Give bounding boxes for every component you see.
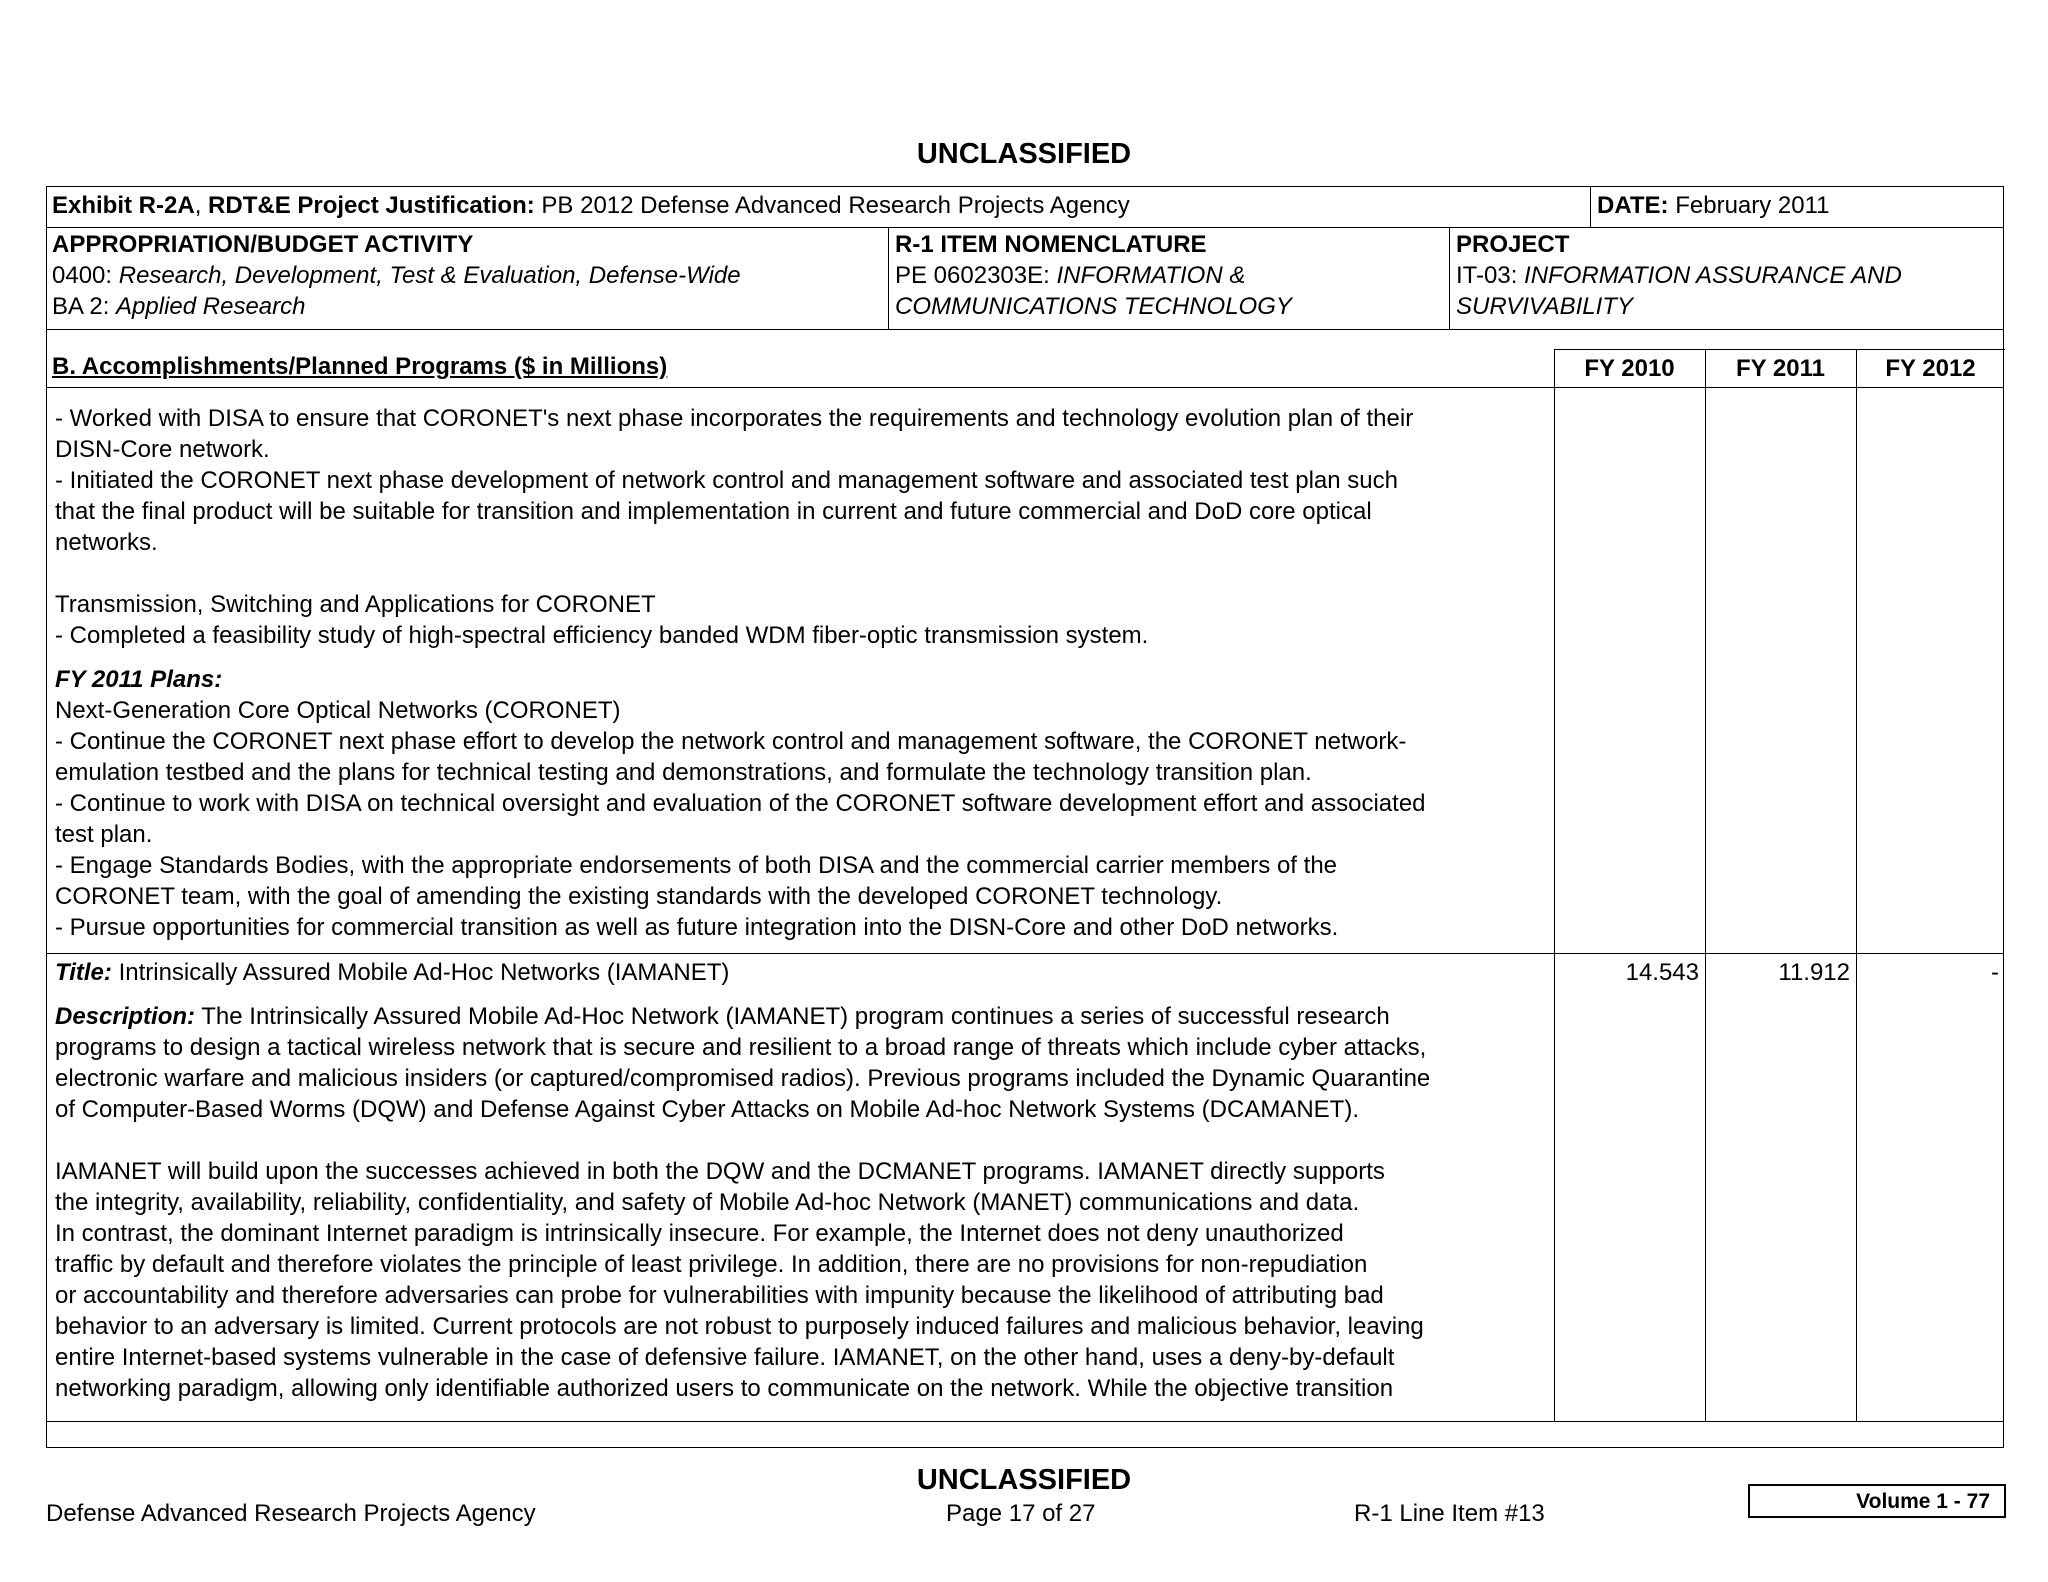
block1-line: networks. [55,529,158,556]
block2-iamanet [55,957,1430,1404]
plans-line: Next-Generation Core Optical Networks (CORONET) [55,697,621,724]
project-line2: SURVIVABILITY [1456,293,1633,320]
exhibit-title-value: PB 2012 Defense Advanced Research Projects Agency [541,192,1130,219]
vrule-fy2011 [1705,349,1706,1421]
date-label: DATE: [1597,192,1669,219]
rule-block1 [47,953,2003,954]
para2-line: traffic by default and therefore violates the principle of least privilege. In addition, there are no provisions for non-repudiation [55,1251,1368,1278]
exhibit-label: Exhibit R-2A [52,192,195,219]
para2-line: or accountability and therefore adversaries can probe for vulnerabilities with impunity because the likelihood of attributing bad [55,1282,1384,1309]
col-header-fy2012: FY 2012 [1885,355,1976,382]
para2-line: IAMANET will build upon the successes achieved in both the DQW and the DCMANET programs. IAMANET directly supports [55,1158,1385,1185]
block1-accomplishments [55,403,1426,943]
footer-agency: Defense Advanced Research Projects Agency [46,1500,536,1527]
plans-line: CORONET team, with the goal of amending the existing standards with the developed CORONET technology. [55,883,1223,910]
block1-subheading: Transmission, Switching and Applications for CORONET [55,591,656,618]
date-value: February 2011 [1675,192,1830,219]
para2-line: networking paradigm, allowing only identifiable authorized users to communicate on the network. While the objective transition [55,1375,1394,1402]
nomenclature-line2: COMMUNICATIONS TECHNOLOGY [895,293,1292,320]
block2-title-value: Intrinsically Assured Mobile Ad-Hoc Networks (IAMANET) [111,959,730,986]
col-header-fy2010: FY 2010 [1584,355,1675,382]
nomenclature-text1: INFORMATION & [1056,262,1246,289]
block1-line: that the final product will be suitable for transition and implementation in current and future commercial and DoD core optical [55,498,1372,525]
appropriation-label: APPROPRIATION/BUDGET ACTIVITY [52,231,474,258]
block2-title-line [55,957,1430,988]
block1-line: - Worked with DISA to ensure that CORONET's next phase incorporates the requirements and technology evolution plan of their [55,405,1414,432]
nomenclature-line1 [895,260,1245,291]
plans-line: - Continue to work with DISA on technical oversight and evaluation of the CORONET software development effort and associated [55,790,1426,817]
exhibit-sep: , [194,192,209,219]
vrule-fy2010 [1554,349,1555,1421]
block1-subline: - Completed a feasibility study of high-spectral efficiency banded WDM fiber-optic transmission system. [55,622,1149,649]
vrule-nomenclature [888,227,889,329]
rule-block2 [47,1421,2003,1422]
para2-line: entire Internet-based systems vulnerable in the case of defensive failure. IAMANET, on the other hand, uses a deny-by-default [55,1344,1395,1371]
nomenclature-label: R-1 ITEM NOMENCLATURE [895,231,1207,258]
rule-info [47,329,2003,330]
classification-top: UNCLASSIFIED [916,138,1132,170]
plans-line: - Pursue opportunities for commercial transition as well as future integration into the DISN-Core and other DoD networks. [55,914,1339,941]
col-header-fy2011: FY 2011 [1736,355,1825,382]
rule-section-header [47,387,2003,388]
appropriation-text1: Research, Development, Test & Evaluation, Defense-Wide [118,262,741,289]
block2-title-label: Title: [55,959,112,986]
amount-fy2011: 11.912 [1778,959,1850,986]
project-code: IT-03: [1456,262,1525,289]
block1-line: - Initiated the CORONET next phase development of network control and management software and associated test plan such [55,467,1398,494]
para2-line: In contrast, the dominant Internet paradigm is intrinsically insecure. For example, the Internet does not deny unauthorized [55,1220,1344,1247]
volume-box: Volume 1 - 77 [1748,1484,2006,1518]
appropriation-line1 [52,260,741,291]
exhibit-frame [46,186,2004,1448]
appropriation-line2 [52,291,306,322]
description-line: programs to design a tactical wireless network that is secure and resilient to a broad range of threats which include cyber attacks, [55,1034,1427,1061]
para2-line: behavior to an adversary is limited. Current protocols are not robust to purposely induced failures and malicious behavior, leaving [55,1313,1424,1340]
appropriation-code2: BA 2: [52,293,117,320]
block1-line: DISN-Core network. [55,436,270,463]
plans-line: - Continue the CORONET next phase effort to develop the network control and management software, the CORONET network- [55,728,1407,755]
block2-description-first [55,1001,1430,1032]
block2-description-label: Description: [55,1003,196,1030]
footer-line-item: R-1 Line Item #13 [1354,1500,1545,1527]
para2-line: the integrity, availability, reliability, confidentiality, and safety of Mobile Ad-hoc Network (MANET) communications and data. [55,1189,1360,1216]
footer-page-number: Page 17 of 27 [946,1500,1096,1527]
amount-fy2010: 14.543 [1625,959,1699,986]
rule-header [47,227,2003,228]
project-line1 [1456,260,1902,291]
plans-line: emulation testbed and the plans for technical testing and demonstrations, and formulate the technology transition plan. [55,759,1312,786]
project-label: PROJECT [1456,231,1570,258]
project-text1: INFORMATION ASSURANCE AND [1524,262,1902,289]
plans-line: test plan. [55,821,153,848]
nomenclature-code: PE 0602303E: [895,262,1057,289]
classification-bottom: UNCLASSIFIED [916,1464,1132,1496]
date-line [1597,190,1830,221]
rule-fy-top [1554,349,2005,350]
vrule-project [1449,227,1450,329]
exhibit-line [52,190,1130,221]
section-title: B. Accomplishments/Planned Programs ($ in Millions) [52,353,668,380]
description-line: electronic warfare and malicious insiders (or captured/compromised radios). Previous programs included the Dynamic Quarantine [55,1065,1431,1092]
vrule-date [1590,187,1591,227]
appropriation-code1: 0400: [52,262,119,289]
block2-description-text: The Intrinsically Assured Mobile Ad-Hoc Network (IAMANET) program continues a series of successful research [195,1003,1390,1030]
plans-line: - Engage Standards Bodies, with the appropriate endorsements of both DISA and the commercial carrier members of the [55,852,1338,879]
exhibit-title-label: RDT&E Project Justification: [208,192,535,219]
plans-heading: FY 2011 Plans: [55,666,223,693]
appropriation-text2: Applied Research [116,293,306,320]
vrule-fy2012 [1856,349,1857,1421]
amount-fy2012: - [1991,959,1999,986]
description-line: of Computer-Based Worms (DQW) and Defense Against Cyber Attacks on Mobile Ad-hoc Network Systems (DCAMANET). [55,1096,1359,1123]
